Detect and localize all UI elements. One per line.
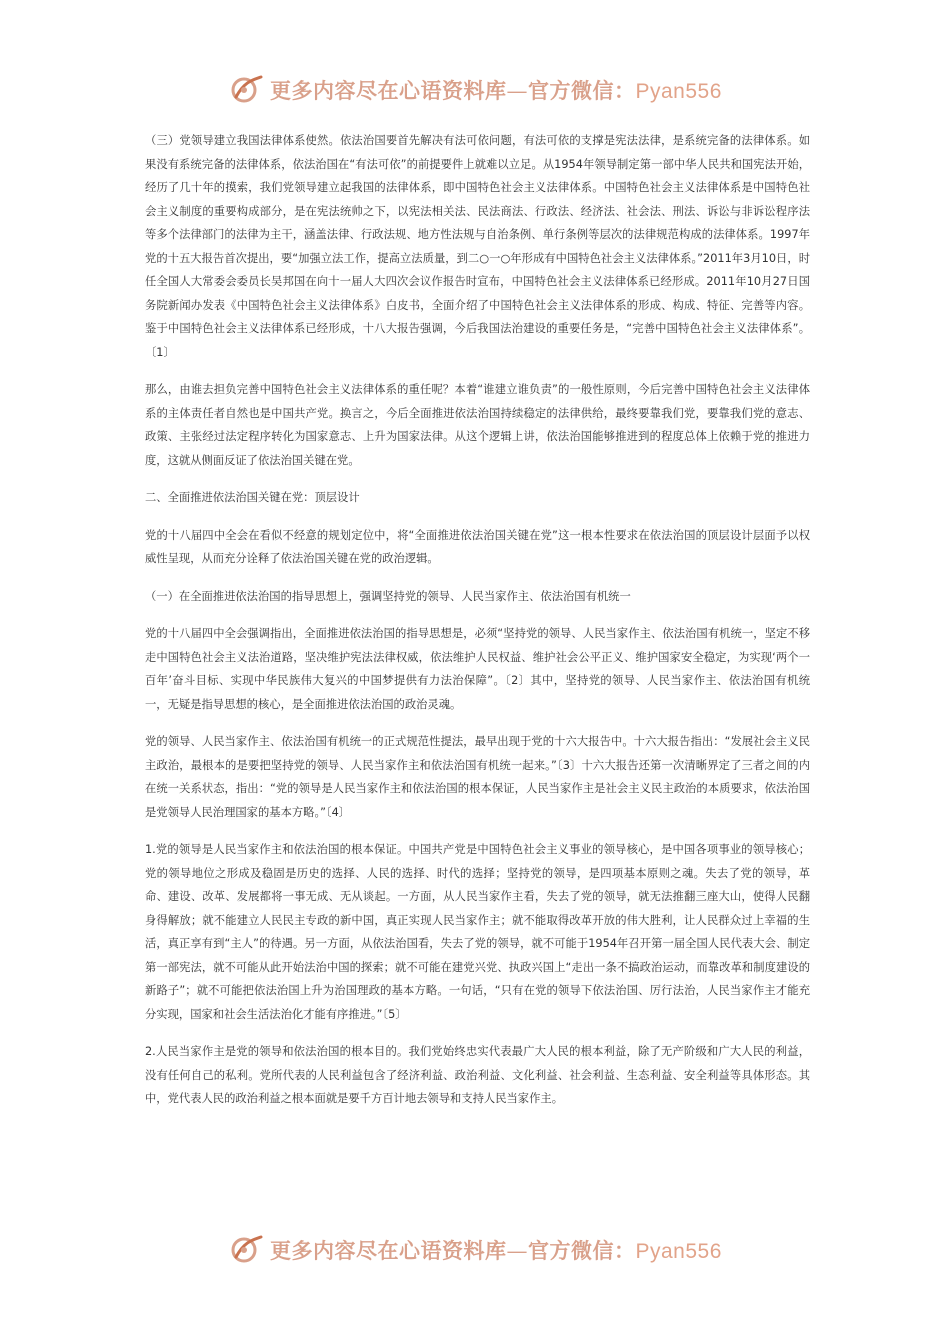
banner-text [270,1235,722,1265]
paragraph: （三）党领导建立我国法律体系使然。依法治国要首先解决有法可依问题，有法可依的支撑是宪法法律，是系统完备的法律体系。如果没有系统完备的法律体系，依法治国在“有法可依”的前提要件上就难以立足。从1954年领导制定第一部中华人民共和国宪法开始，经历了几十年的摸索，我们党领导建立起我国的法律体系，即中国特色社会主义法律体系。中国特色社会主义法律体系是中国特色社会主义制度的重要构成部分，是在宪法统帅之下，以宪法相关法、民法商法、行政法、经济法、社会法、刑法、诉讼与非诉讼程序法等多个法律部门的法律为主干，涵盖法律、行政法规、地方性法规与自治条例、单行条例等层次的法律规范构成的法律体系。1997年党的十五大报告首次提出，要“加强立法工作，提高立法质量，到二○一○年形成有中国特色社会主义法律体系。”2011年3月10日，时任全国人大常委会委员长吴邦国在向十一届人大四次会议作报告时宣布，中国特色社会主义法律体系已经形成。2011年10月27日国务院新闻办发表《中国特色社会主义法律体系》白皮书，全面介绍了中国特色社会主义法律体系的形成、构成、特征、完善等内容。鉴于中国特色社会主义法律体系已经形成，十八大报告强调，今后我国法治建设的重要任务是，“完善中国特色社会主义法律体系”。〔1〕 [145,134,810,359]
paragraph: 2.人民当家作主是党的领导和依法治国的根本目的。我们党始终忠实代表最广大人民的根本利益，除了无产阶级和广大人民的利益，没有任何自己的私利。党所代表的人民利益包含了经济利益、政治利益、文化利益、社会利益、生态利益、安全利益等具体形态。其中，党代表人民的政治利益之根本面就是要千方百计地去领导和支持人民当家作主。 [145,1045,810,1105]
banner-main-text: 更多内容尽在心语资料库 [270,78,507,103]
paragraph: 党的十八届四中全会在看似不经意的规划定位中，将“全面推进依法治国关键在党”这一根本性要求在依法治国的顶层设计层面予以权威性呈现，从而充分诠释了依法治国关键在党的政治逻辑。 [145,528,810,565]
banner-official-text: 官方微信： [528,78,636,103]
header-banner [228,72,728,108]
banner-wechat-id: Pyan556 [635,80,722,103]
banner-official-text: 官方微信： [528,1238,636,1263]
brand-logo-icon [228,1232,264,1268]
banner-dash: — [506,1239,528,1263]
paragraph: 党的十八届四中全会强调指出，全面推进依法治国的指导思想是，必须“坚持党的领导、人民当家作主、依法治国有机统一，坚定不移走中国特色社会主义法治道路，坚决维护宪法法律权威，依法维护人民权益、维护社会公平正义、维护国家安全稳定，为实现‘两个一百年’奋斗目标、实现中华民族伟大复兴的中国梦提供有力法治保障”。〔2〕其中，坚持党的领导、人民当家作主、依法治国有机统一，无疑是指导思想的核心，是全面推进依法治国的政治灵魂。 [145,627,810,711]
paragraph: 1.党的领导是人民当家作主和依法治国的根本保证。中国共产党是中国特色社会主义事业的领导核心，是中国各项事业的领导核心；党的领导地位之形成及稳固是历史的选择、人民的选择、时代的选择；坚持党的领导，是四项基本原则之魂。失去了党的领导，革命、建设、改革、发展都将一事无成、无从谈起。一方面，从人民当家作主看，失去了党的领导，就无法推翻三座大山，使得人民翻身得解放；就不能建立人民民主专政的新中国，真正实现人民当家作主；就不能取得改革开放的伟大胜利，让人民群众过上幸福的生活，真正享有到“主人”的待遇。另一方面，从依法治国看，失去了党的领导，就不可能于1954年召开第一届全国人民代表大会、制定第一部宪法，就不可能从此开始法治中国的探索；就不可能在建党兴党、执政兴国上“走出一条不搞政治运动，而靠改革和制度建设的新路子”；就不可能把依法治国上升为治国理政的基本方略。一句话，“只有在党的领导下依法治国、厉行法治，人民当家作主才能充分实现，国家和社会生活法治化才能有序推进。”〔5〕 [145,843,810,1021]
banner-wechat-id: Pyan556 [635,1240,722,1263]
section-heading: 二、全面推进依法治国关键在党：顶层设计 [145,491,360,504]
banner-main-text: 更多内容尽在心语资料库 [270,1238,507,1263]
document-body [145,129,810,1125]
banner-dash: — [506,79,528,103]
footer-banner [228,1232,728,1268]
brand-logo-icon [228,72,264,108]
banner-text [270,75,722,105]
paragraph: 那么，由谁去担负完善中国特色社会主义法律体系的重任呢？本着“谁建立谁负责”的一般性原则，今后完善中国特色社会主义法律体系的主体责任者自然也是中国共产党。换言之，今后全面推进依法治国持续稳定的法律供给，最终要靠我们党，要靠我们党的意志、政策、主张经过法定程序转化为国家意志、上升为国家法律。从这个逻辑上讲，依法治国能够推进到的程度总体上依赖于党的推进力度，这就从侧面反证了依法治国关键在党。 [145,383,810,467]
subsection-heading: （一）在全面推进依法治国的指导思想上，强调坚持党的领导、人民当家作主、依法治国有机统一 [145,589,631,603]
paragraph: 党的领导、人民当家作主、依法治国有机统一的正式规范性提法，最早出现于党的十六大报告中。十六大报告指出：“发展社会主义民主政治，最根本的是要把坚持党的领导、人民当家作主和依法治国有机统一起来。”〔3〕十六大报告还第一次清晰界定了三者之间的内在统一关系状态，指出：“党的领导是人民当家作主和依法治国的根本保证，人民当家作主是社会主义民主政治的本质要求，依法治国是党领导人民治理国家的基本方略。”〔4〕 [145,735,810,819]
